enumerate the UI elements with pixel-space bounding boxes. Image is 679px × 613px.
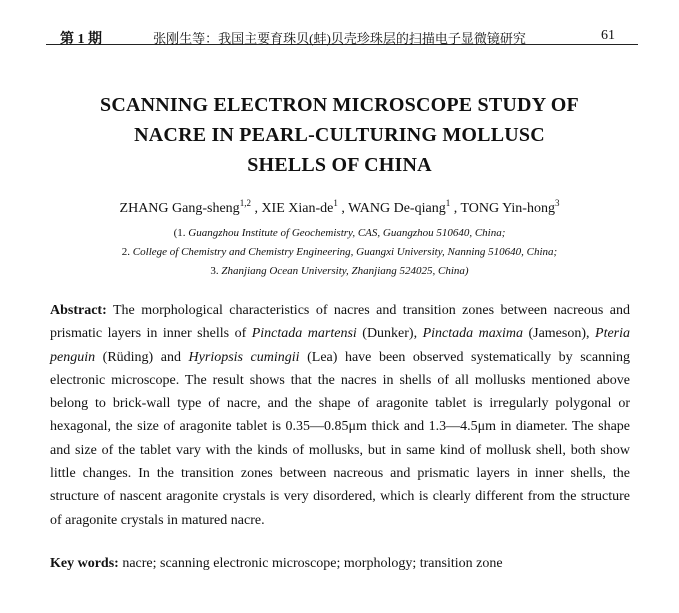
- author-name: XIE Xian-de: [261, 201, 334, 216]
- page-number: 61: [601, 28, 615, 43]
- header-rule: [46, 44, 638, 45]
- issue-number: 第 1 期: [60, 32, 102, 47]
- author-affiliation-mark: 1: [333, 198, 338, 208]
- author-name: WANG De-qiang: [348, 201, 446, 216]
- affiliation-number: (1.: [173, 227, 189, 239]
- author-affiliation-mark: 1: [445, 198, 451, 208]
- abstract-text: The morphological characteristics of nacres and transition zones between nacreous and prismatic layers in inner shells of: [50, 303, 630, 342]
- abstract-text: (Rüding) and: [95, 349, 189, 365]
- author-name: ZHANG Gang-sheng: [119, 201, 240, 216]
- running-header: [0, 14, 679, 48]
- affiliation-text: Zhanjiang Ocean University, Zhanjiang 524025, China): [221, 265, 469, 277]
- keywords-text: nacre; scanning electronic microscope; morphology; transition zone: [118, 556, 503, 571]
- abstract-text: (Jameson),: [522, 326, 596, 342]
- species-name: Pinctada maxima: [422, 326, 523, 342]
- species-name: Pteria penguin: [50, 326, 631, 365]
- keywords: [50, 552, 630, 575]
- affiliation-text: College of Chemistry and Chemistry Engineering, Guangxi University, Nanning 510640, China;: [132, 246, 558, 258]
- abstract-text: (Dunker),: [356, 326, 423, 342]
- author-separator: ,: [250, 201, 262, 216]
- title-line-3: SHELLS OF CHINA: [247, 154, 432, 176]
- author-list: [0, 198, 679, 217]
- paper-title: [0, 90, 679, 180]
- author-affiliation-mark: 3: [554, 198, 560, 208]
- author-separator: ,: [450, 201, 461, 216]
- author-affiliation-mark: 1,2: [239, 198, 251, 208]
- keywords-label: Key words:: [50, 556, 119, 571]
- author-separator: ,: [337, 201, 349, 216]
- title-line-2: NACRE IN PEARL-CULTURING MOLLUSC: [134, 124, 545, 146]
- title-line-1: SCANNING ELECTRON MICROSCOPE STUDY OF: [100, 94, 579, 116]
- affiliation-3: [0, 262, 679, 281]
- abstract: [50, 299, 630, 532]
- affiliations: [0, 224, 679, 281]
- author-name: TONG Yin-hong: [460, 201, 555, 216]
- affiliation-1: [0, 224, 679, 243]
- species-name: Hyriopsis cumingii: [188, 349, 300, 365]
- abstract-label: Abstract:: [50, 303, 107, 318]
- affiliation-2: [0, 243, 679, 262]
- running-title: 张刚生等：我国主要育珠贝(蚌)贝壳珍珠层的扫描电子显微镜研究: [153, 31, 526, 46]
- species-name: Pinctada martensi: [251, 326, 357, 342]
- affiliation-number: 3.: [210, 265, 222, 277]
- affiliation-text: Guangzhou Institute of Geochemistry, CAS, Guangzhou 510640, China;: [188, 227, 506, 239]
- abstract-text: (Lea) have been observed systematically by scanning electronic microscope. The result shows that the nacres in shells of all mollusks mentioned above belong to brick-wall type of nacre, and the shape of aragonite tablet is irregularly polygonal or hexagonal, the size of aragonite tablet is 0.35—0.85μm thick and 1.3—4.5μm in diameter. The shape and size of the tablet vary with the kinds of mollusks, but in same kind of mollusk shell, both show little changes. In the transition zones between nacreous and prismatic layers in inner shells, the structure of nascent aragonite crystals is very disordered, which is clearly different from the structure of aragonite crystals in matured nacre.: [50, 349, 630, 528]
- affiliation-number: 2.: [121, 246, 133, 258]
